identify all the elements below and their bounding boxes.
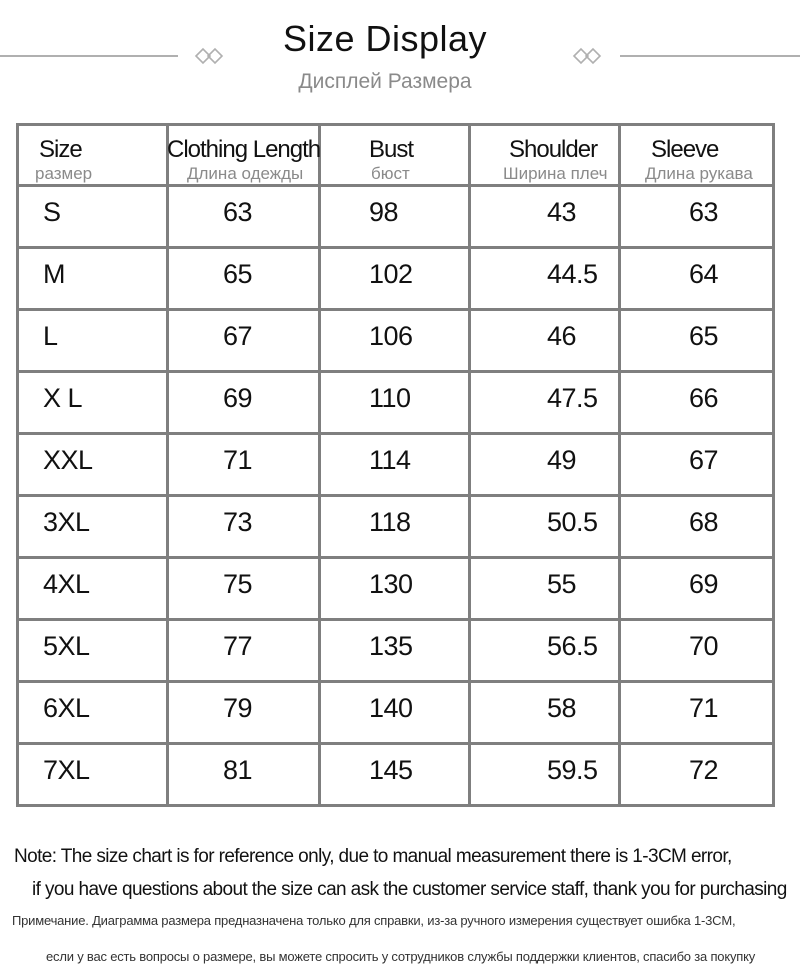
column-header-label: Bust — [369, 136, 414, 163]
clothing-length-cell: 77 — [168, 620, 320, 682]
column-header-clothing-length — [168, 125, 320, 186]
bust-cell: 106 — [320, 310, 470, 372]
clothing-length-cell: 81 — [168, 744, 320, 806]
clothing-length-cell: 69 — [168, 372, 320, 434]
note-russian-line-1: Примечание. Диаграмма размера предназначена только для справки, из-за ручного измерения существует ошибка 1-3CM, — [12, 913, 736, 928]
shoulder-cell: 47.5 — [470, 372, 620, 434]
size-cell: 3XL — [18, 496, 168, 558]
shoulder-cell: 59.5 — [470, 744, 620, 806]
table-row — [18, 372, 774, 434]
size-cell: M — [18, 248, 168, 310]
sleeve-cell: 68 — [620, 496, 774, 558]
clothing-length-cell: 73 — [168, 496, 320, 558]
shoulder-cell: 43 — [470, 186, 620, 248]
shoulder-cell: 50.5 — [470, 496, 620, 558]
clothing-length-cell: 67 — [168, 310, 320, 372]
bust-cell: 110 — [320, 372, 470, 434]
clothing-length-cell: 75 — [168, 558, 320, 620]
table-row — [18, 186, 774, 248]
sleeve-cell: 67 — [620, 434, 774, 496]
sleeve-cell: 70 — [620, 620, 774, 682]
sleeve-cell: 65 — [620, 310, 774, 372]
column-header-size — [18, 125, 168, 186]
bust-cell: 145 — [320, 744, 470, 806]
size-cell: X L — [18, 372, 168, 434]
note-russian-line-2: если у вас есть вопросы о размере, вы можете спросить у сотрудников службы поддержки клиентов, спасибо за покупку — [46, 949, 756, 964]
table-row — [18, 682, 774, 744]
bust-cell: 98 — [320, 186, 470, 248]
shoulder-cell: 46 — [470, 310, 620, 372]
size-cell: 4XL — [18, 558, 168, 620]
size-cell: XXL — [18, 434, 168, 496]
table-row — [18, 310, 774, 372]
table-row — [18, 434, 774, 496]
column-header-sublabel: Длина одежды — [187, 164, 304, 183]
size-cell: L — [18, 310, 168, 372]
sleeve-cell: 69 — [620, 558, 774, 620]
table-row — [18, 620, 774, 682]
sleeve-cell: 64 — [620, 248, 774, 310]
note-english-line-1: Note: The size chart is for reference only, due to manual measurement there is 1-3CM error, — [14, 846, 732, 867]
table-row — [18, 744, 774, 806]
clothing-length-cell: 65 — [168, 248, 320, 310]
page-title: Size Display — [282, 18, 488, 59]
bust-cell: 135 — [320, 620, 470, 682]
page-header — [0, 0, 800, 110]
column-header-sleeve — [620, 125, 774, 186]
bust-cell: 102 — [320, 248, 470, 310]
header-rule-right — [620, 55, 800, 57]
size-cell: 7XL — [18, 744, 168, 806]
clothing-length-cell: 79 — [168, 682, 320, 744]
clothing-length-cell: 71 — [168, 434, 320, 496]
table-row — [18, 558, 774, 620]
clothing-length-cell: 63 — [168, 186, 320, 248]
table-row — [18, 496, 774, 558]
column-header-label: Sleeve — [651, 136, 719, 163]
bust-cell: 118 — [320, 496, 470, 558]
sleeve-cell: 66 — [620, 372, 774, 434]
bust-cell: 114 — [320, 434, 470, 496]
shoulder-cell: 49 — [470, 434, 620, 496]
column-header-shoulder — [470, 125, 620, 186]
size-cell: 5XL — [18, 620, 168, 682]
column-header-label: Shoulder — [509, 136, 598, 163]
note-english-line-2: if you have questions about the size can ask the customer service staff, thank you for purchasing — [32, 879, 787, 900]
size-table — [16, 123, 775, 807]
column-header-label: Size — [39, 136, 82, 163]
shoulder-cell: 56.5 — [470, 620, 620, 682]
column-header-sublabel: Ширина плеч — [503, 164, 608, 183]
column-header-sublabel: бюст — [371, 164, 410, 183]
sleeve-cell: 63 — [620, 186, 774, 248]
column-header-label: Clothing Length — [167, 136, 321, 163]
size-cell: S — [18, 186, 168, 248]
table-header-row — [18, 125, 774, 186]
bust-cell: 130 — [320, 558, 470, 620]
size-cell: 6XL — [18, 682, 168, 744]
sleeve-cell: 72 — [620, 744, 774, 806]
shoulder-cell: 44.5 — [470, 248, 620, 310]
shoulder-cell: 58 — [470, 682, 620, 744]
bust-cell: 140 — [320, 682, 470, 744]
double-diamond-icon — [570, 44, 606, 68]
shoulder-cell: 55 — [470, 558, 620, 620]
table-row — [18, 248, 774, 310]
column-header-sublabel: Длина рукава — [645, 164, 753, 183]
column-header-bust — [320, 125, 470, 186]
sleeve-cell: 71 — [620, 682, 774, 744]
column-header-sublabel: размер — [35, 164, 93, 183]
page-subtitle: Дисплей Размера — [298, 70, 472, 93]
